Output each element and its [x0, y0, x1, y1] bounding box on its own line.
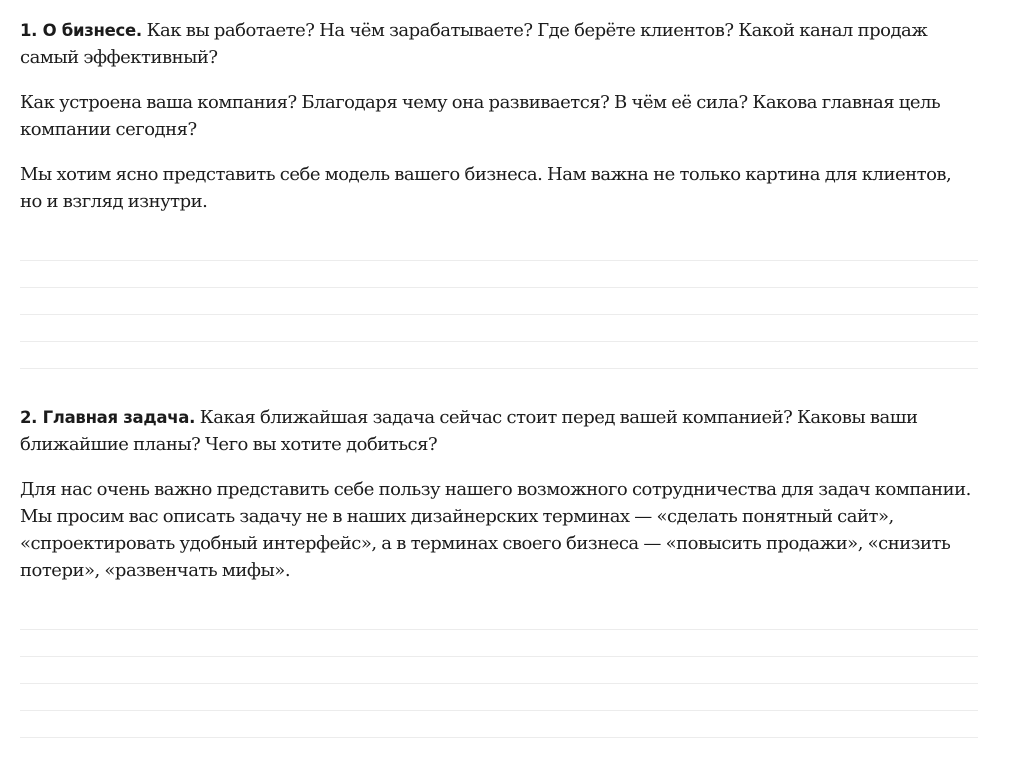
- answer-area-business[interactable]: [20, 260, 978, 395]
- question-heading: 2. Главная задача.: [20, 408, 196, 427]
- answer-line[interactable]: [20, 260, 978, 261]
- answer-line[interactable]: [20, 314, 978, 315]
- question-intro: [20, 404, 980, 458]
- answer-line[interactable]: [20, 341, 978, 342]
- question-lead-text: Какая ближайшая задача сейчас стоит перед вашей компанией? Каковы ваши ближайшие планы? Чего вы хотите добиться?: [20, 407, 918, 455]
- paragraph-line: Мы хотим ясно представить себе модель вашего бизнеса. Нам важна не только картина для клиентов,: [20, 164, 952, 185]
- paragraph-line: но и взгляд изнутри.: [20, 191, 208, 212]
- answer-line[interactable]: [20, 368, 978, 369]
- question-section-main-task: [20, 404, 980, 584]
- answer-line[interactable]: [20, 629, 978, 630]
- answer-area-main-task[interactable]: [20, 629, 978, 764]
- question-paragraph-model: [20, 161, 980, 215]
- question-section-business: [20, 17, 980, 215]
- question-intro: [20, 17, 980, 71]
- answer-line[interactable]: [20, 287, 978, 288]
- question-paragraph: Для нас очень важно представить себе пользу нашего возможного сотрудничества для задач компании. Мы просим вас описать задачу не в наших дизайнерских терминах — «сделать понятный сайт», «спроектировать удобный интерфейс», а в терминах своего бизнеса — «повысить продажи», «снизить потери», «развенчать мифы».: [20, 479, 971, 581]
- question-lead-text: Как вы работаете? На чём зарабатываете? Где берёте клиентов? Какой канал продаж самый эффективный?: [20, 20, 928, 68]
- answer-line[interactable]: [20, 656, 978, 657]
- answer-line[interactable]: [20, 683, 978, 684]
- answer-line[interactable]: [20, 737, 978, 738]
- answer-line[interactable]: [20, 710, 978, 711]
- question-heading: 1. О бизнесе.: [20, 21, 142, 40]
- question-paragraph: Как устроена ваша компания? Благодаря чему она развивается? В чём её сила? Какова главная цель компании сегодня?: [20, 92, 941, 140]
